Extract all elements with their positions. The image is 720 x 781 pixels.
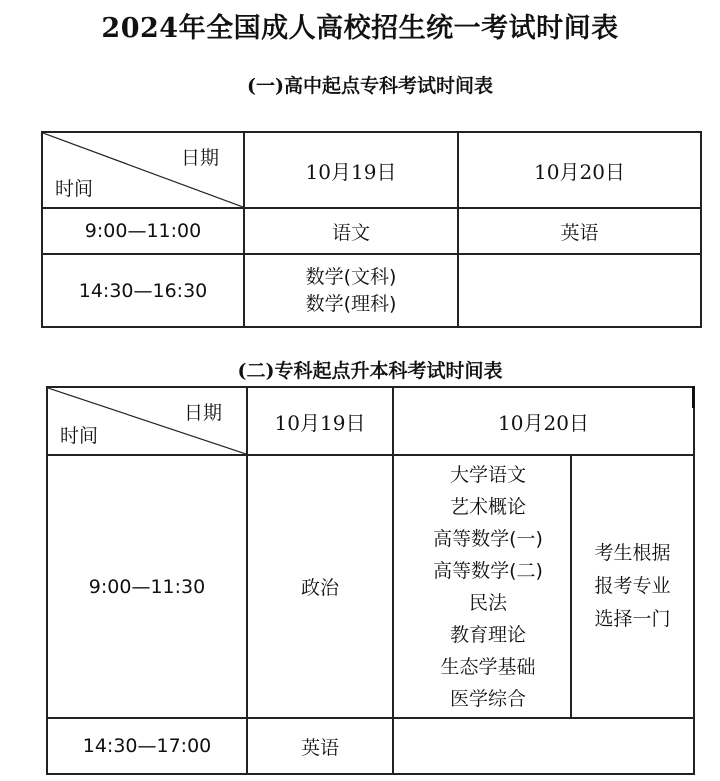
empty-cell [393, 718, 694, 774]
time-cell: 14:30—16:30 [42, 254, 244, 327]
subject-item: 生态学基础 [440, 655, 536, 678]
subject-cell: 语文 [244, 208, 458, 254]
date-axis-label: 日期 [183, 402, 222, 424]
time-cell: 9:00—11:30 [47, 455, 247, 718]
subject-cell: 英语 [458, 208, 701, 254]
note-line: 考生根据 [594, 542, 671, 564]
page-title: 2024年全国成人高校招生统一考试时间表 [101, 13, 619, 44]
date-header-day2: 10月20日 [393, 387, 694, 455]
empty-cell [458, 254, 701, 327]
table-row [47, 718, 694, 774]
selection-note-cell [571, 455, 694, 718]
table-border-mark [692, 386, 695, 408]
date-header-day1: 10月19日 [244, 132, 458, 208]
subject-item: 数学(文科) [305, 265, 397, 288]
subject-item: 高等数学(一) [433, 527, 543, 550]
date-header-day2: 10月20日 [458, 132, 701, 208]
subject-item: 高等数学(二) [433, 559, 543, 582]
time-cell: 14:30—17:00 [47, 718, 247, 774]
table-header-row [47, 387, 694, 455]
subject-cell: 政治 [247, 455, 393, 718]
note-line: 报考专业 [594, 575, 671, 597]
table-header-row [42, 132, 701, 208]
date-axis-label: 日期 [180, 147, 219, 169]
diagonal-header-cell [47, 387, 247, 455]
time-axis-label: 时间 [55, 178, 94, 200]
diagonal-header-cell [42, 132, 244, 208]
section-2-title: (二)专科起点升本科考试时间表 [237, 360, 503, 382]
subject-item: 数学(理科) [305, 292, 397, 315]
table-row [47, 455, 694, 718]
date-header-day1: 10月19日 [247, 387, 393, 455]
table-row [42, 208, 701, 254]
note-line: 选择一门 [594, 608, 671, 630]
subject-item: 医学综合 [449, 687, 526, 710]
subject-list-cell [393, 455, 571, 718]
schedule-table-2 [46, 386, 695, 775]
section-1-title: (一)高中起点专科考试时间表 [247, 75, 493, 97]
subject-item: 教育理论 [449, 623, 526, 646]
subject-item: 民法 [468, 591, 507, 614]
time-cell: 9:00—11:00 [42, 208, 244, 254]
schedule-table-1 [41, 131, 702, 328]
subject-cell [244, 254, 458, 327]
table-row [42, 254, 701, 327]
subject-item: 大学语文 [449, 463, 526, 486]
subject-cell: 英语 [247, 718, 393, 774]
time-axis-label: 时间 [60, 425, 99, 447]
subject-item: 艺术概论 [449, 495, 526, 518]
